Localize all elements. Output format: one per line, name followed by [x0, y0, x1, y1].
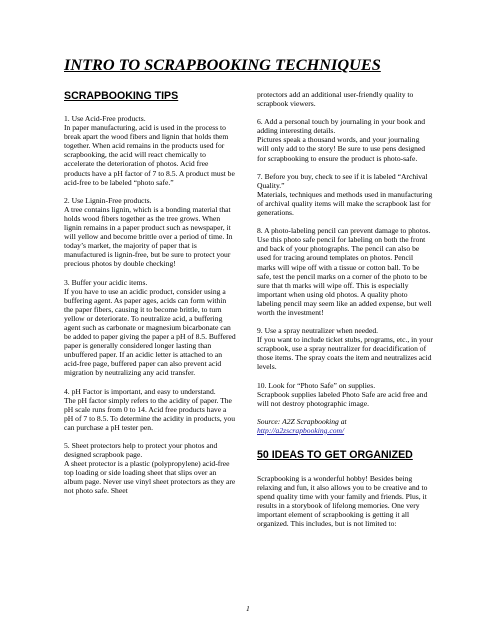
tip-5-continuation: [257, 90, 433, 108]
page-number: 1: [246, 604, 250, 613]
tip-body: If you have to use an acidic product, consider using a buffering agent. As paper ages, acids can form within the paper fibers, causing it to become brittle, to turn yellow or deteriorate. To neutralize acid, a buffering agent such as carbonate or magnesium bicarbonate can be added to paper giving the paper a pH of 8.5. Buffered paper is generally considered longer lasting than unbuffered paper. If an acidic letter is attached to an acid-free page, buffered paper can also prevent acid migration by neutralizing any acid transfer.: [64, 286, 236, 378]
tip-body: Pictures speak a thousand words, and your journaling will only add to the story! Be sure to use pens designed for scrapbooking to ensure the product is photo-safe.: [257, 135, 426, 163]
tip-heading: 8. A photo-labeling pencil can prevent damage to photos.: [257, 226, 431, 236]
tip-body: If you want to include ticket stubs, programs, etc., in your scrapbook, use a spray neutralizer for deacidification of those items. The spray coats the item and neutralizes acid levels.: [257, 335, 433, 372]
source-link[interactable]: http://a2zscrapbooking.com/: [257, 425, 345, 435]
tip-1: [64, 114, 236, 187]
tip-heading: 1. Use Acid-Free products.: [64, 114, 146, 123]
tip-body: Use this photo safe pencil for labeling on both the front and back of your photographs. The pencil can also be used for tracing around templates on photos. Pencil marks will wipe off with a tissue or cotton ball. To be safe, test the pencil marks on a corner of the photo to be sure that th marks will wipe off. This is especially important when using old photos. A quality photo labeling pencil may seem like an added expense, but well worth the investment!: [257, 235, 432, 317]
tip-body: A sheet protector is a plastic (polypropylene) acid-free top loading or side loading sheet that slips over an album page. Never use vinyl sheet protectors as they are not photo safe. Sheet: [64, 459, 236, 496]
tip-10: [257, 381, 433, 408]
tip-heading: 10. Look for “Photo Safe” on supplies.: [257, 380, 376, 390]
tip-heading: 2. Use Lignin-Free products.: [64, 195, 152, 205]
tips-heading: SCRAPBOOKING TIPS: [64, 90, 179, 102]
tip-heading: 4. pH Factor is important, and easy to understand.: [64, 386, 216, 396]
source-citation: [257, 417, 433, 435]
tip-body: A tree contains lignin, which is a bonding material that holds wood fibers together as the tree grows. When lignin remains in a paper product such as newspaper, it will yellow and become brittle over a period of time. In today’s market, the majority of paper that is manufactured is lignin-free, but be sure to protect your precious photos by double checking!: [64, 204, 233, 269]
tip-3: [64, 278, 236, 378]
tip-9: [257, 326, 433, 371]
tip-body: The pH factor simply refers to the acidity of paper. The pH scale runs from 0 to 14. Acid free products have a pH of 7 to 8.5. To determine the acidity in products, you can purchase a pH tester pen.: [64, 395, 235, 432]
ideas-intro: Scrapbooking is a wonderful hobby! Besides being relaxing and fun, it also allows you to be creative and to spend quality time with your family and friends. Plus, it results in a storybook of lifelong memories. One very important element of scrapbooking is getting it all organized. This includes, but is not limited to:: [257, 474, 428, 529]
tip-8: [257, 226, 433, 317]
source-label: Source: A2Z Scrapbooking at: [257, 416, 347, 426]
tip-7: [257, 172, 433, 217]
tip-heading: 9. Use a spray neutralizer when needed.: [257, 326, 379, 336]
tip-body: protectors add an additional user-friendly quality to scrapbook viewers.: [257, 90, 414, 109]
tip-5: [64, 441, 236, 496]
tip-body: Materials, techniques and methods used in manufacturing of archival quality items will make the scrapbook last for generations.: [257, 189, 433, 218]
right-column: [257, 90, 433, 529]
tip-heading: 5. Sheet protectors help to protect your photos and designed scrapbook page.: [64, 441, 218, 460]
tip-heading: 3. Buffer your acidic items.: [64, 277, 148, 287]
tip-6: [257, 117, 433, 162]
tip-body: In paper manufacturing, acid is used in the process to break apart the wood fibers and lignin that holds them together. When acid remains in the products used for scrapbooking, the acid will react chemically to accelerate the deterioration of photos. Acid free products have a pH factor of 7 to 8.5. A product must be acid-free to be labeled “photo safe.”: [64, 123, 235, 187]
ideas-heading: 50 IDEAS TO GET ORGANIZED: [257, 449, 413, 461]
page-title: INTRO TO SCRAPBOOKING TECHNIQUES: [64, 55, 381, 74]
tip-2: [64, 196, 236, 269]
tip-heading: 7. Before you buy, check to see if it is labeled “Archival Quality.”: [257, 171, 428, 190]
tip-body: Scrapbook supplies labeled Photo Safe are acid free and will not destroy photographic image.: [257, 389, 428, 408]
left-column: [64, 90, 236, 505]
tip-heading: 6. Add a personal touch by journaling in your book and adding interesting details.: [257, 117, 426, 136]
tip-4: [64, 387, 236, 432]
